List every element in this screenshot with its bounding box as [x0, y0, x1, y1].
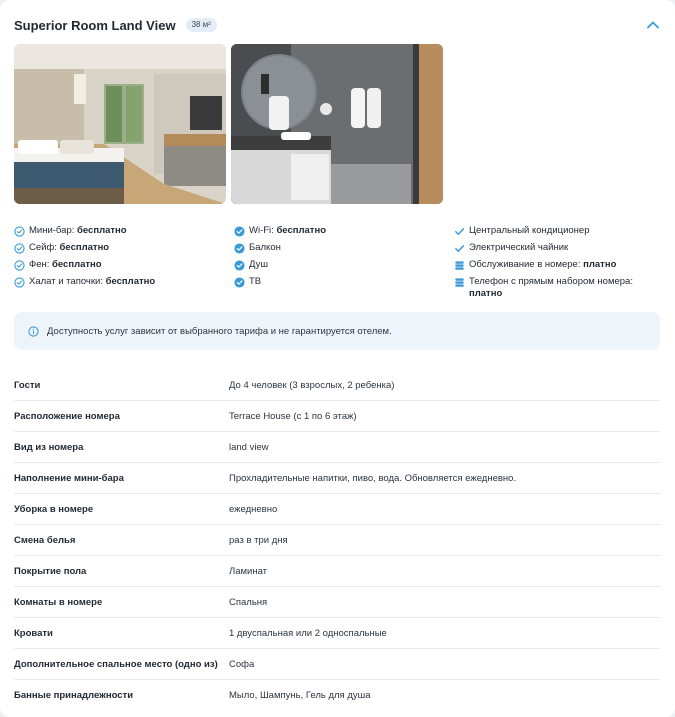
bedroom-photo-image [14, 44, 226, 204]
room-photo-bedroom[interactable] [14, 44, 226, 204]
table-row [14, 401, 660, 432]
info-icon [28, 326, 39, 337]
table-row [14, 680, 660, 711]
table-row [14, 370, 660, 401]
check-circle-icon [14, 277, 25, 288]
amenity-label: Wi-Fi: [249, 225, 277, 236]
amenity-air-conditioner [454, 225, 666, 237]
amenity-value: бесплатно [77, 225, 127, 236]
amenity-value: бесплатно [276, 225, 326, 236]
spec-value: Спальня [229, 596, 268, 608]
stack-icon [454, 260, 465, 271]
amenity-minibar [14, 225, 224, 237]
amenity-room-service [454, 259, 666, 271]
checkmark-icon [454, 243, 465, 254]
spec-key: Комнаты в номере [14, 596, 103, 608]
table-row [14, 618, 660, 649]
area-badge: 38 м² [186, 18, 217, 32]
room-specs-table [14, 370, 660, 711]
amenity-kettle [454, 242, 666, 254]
amenity-label: ТВ [249, 276, 262, 287]
room-header [14, 15, 661, 35]
spec-value: land view [229, 441, 269, 453]
spec-key: Кровати [14, 627, 53, 639]
amenity-value: бесплатно [105, 276, 156, 287]
spec-value: 1 двуспальная или 2 односпальные [229, 627, 387, 639]
check-badge-icon [234, 243, 245, 254]
amenity-label: Сейф: [29, 242, 60, 253]
amenity-label: Душ [249, 259, 269, 270]
check-circle-icon [14, 243, 25, 254]
table-row [14, 587, 660, 618]
amenities-column-3 [454, 225, 666, 305]
amenity-value: платно [469, 288, 503, 299]
amenity-label: Обслуживание в номере: [469, 259, 584, 270]
spec-value: Софа [229, 658, 255, 670]
table-row [14, 463, 660, 494]
amenity-label: Балкон [249, 242, 281, 253]
amenity-shower [234, 259, 444, 271]
amenity-balcony [234, 242, 444, 254]
availability-notice [14, 312, 660, 350]
amenity-label: Центральный кондиционер [469, 225, 590, 236]
spec-key: Расположение номера [14, 410, 120, 422]
check-badge-icon [234, 260, 245, 271]
spec-key: Вид из номера [14, 441, 84, 453]
amenity-phone [454, 276, 666, 300]
amenity-safe [14, 242, 224, 254]
spec-key: Уборка в номере [14, 503, 94, 515]
check-circle-icon [14, 226, 25, 237]
amenity-bathrobe [14, 276, 224, 288]
spec-key: Дополнительное спальное место (одно из) [14, 658, 218, 670]
table-row [14, 494, 660, 525]
bathroom-photo-image [231, 44, 443, 204]
spec-value: ежедневно [229, 503, 278, 515]
amenities-column-1 [14, 225, 224, 293]
checkmark-icon [454, 226, 465, 237]
room-title: Superior Room Land View [14, 17, 176, 33]
spec-key: Смена белья [14, 534, 76, 546]
spec-value: До 4 человек (3 взрослых, 2 ребенка) [229, 379, 395, 391]
notice-text: Доступность услуг зависит от выбранного тарифа и не гарантируется отелем. [47, 325, 392, 337]
spec-value: раз в три дня [229, 534, 288, 546]
table-row [14, 525, 660, 556]
stack-icon [454, 277, 465, 288]
table-row [14, 432, 660, 463]
table-row [14, 556, 660, 587]
spec-key: Наполнение мини-бара [14, 472, 124, 484]
amenity-hairdryer [14, 259, 224, 271]
room-photo-bathroom[interactable] [231, 44, 443, 204]
collapse-button[interactable] [645, 17, 661, 33]
amenity-value: бесплатно [52, 259, 102, 270]
amenity-tv [234, 276, 444, 288]
amenity-label: Электрический чайник [469, 242, 569, 253]
amenity-label: Мини-бар: [29, 225, 78, 236]
spec-key: Покрытие пола [14, 565, 87, 577]
check-circle-icon [14, 260, 25, 271]
check-badge-icon [234, 226, 245, 237]
amenities-column-2 [234, 225, 444, 293]
spec-key: Гости [14, 379, 41, 391]
check-badge-icon [234, 277, 245, 288]
spec-value: Мыло, Шампунь, Гель для душа [229, 690, 371, 701]
amenity-wifi [234, 225, 444, 237]
amenity-label: Халат и тапочки: [29, 276, 106, 287]
table-row [14, 649, 660, 680]
spec-value: Ламинат [229, 565, 268, 577]
amenity-value: бесплатно [59, 242, 110, 253]
spec-key: Банные принадлежности [14, 690, 134, 701]
amenity-label: Телефон с прямым набором номера: [469, 276, 633, 287]
amenity-value: платно [583, 259, 617, 270]
chevron-up-icon [645, 17, 661, 33]
spec-value: Terrace House (с 1 по 6 этаж) [229, 410, 357, 422]
spec-value: Прохладительные напитки, пиво, вода. Обновляется ежедневно. [229, 472, 517, 484]
amenity-label: Фен: [29, 259, 53, 270]
